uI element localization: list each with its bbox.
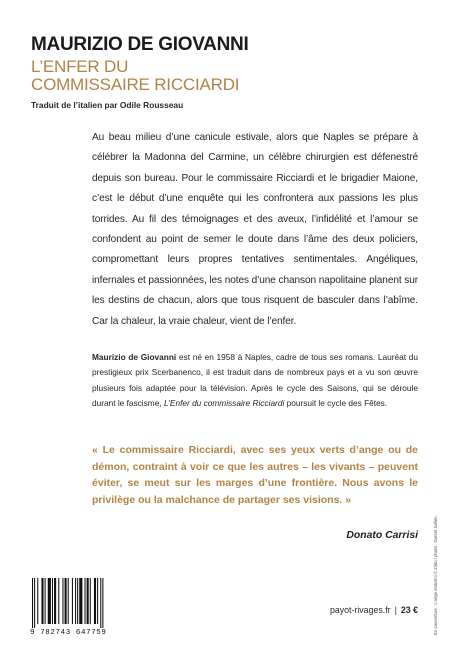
barcode-number: 9 782743 647759 — [30, 629, 107, 637]
barcode-bars — [30, 578, 128, 628]
cover-credit: En couverture : L’ange endormi © Zildo / photo : Dorset Jullien. — [433, 515, 438, 635]
publisher-url[interactable]: payot-rivages.fr — [329, 605, 391, 615]
barcode-icon — [30, 578, 128, 628]
translator-credit: Traduit de l’italien par Odile Rousseau — [31, 100, 184, 110]
bio-book-title: L’Enfer du commissaire Ricciardi — [163, 398, 285, 409]
bio-text-2: poursuit le cycle des Fêtes. — [284, 398, 388, 409]
author-name: MAURIZIO DE GIOVANNI — [31, 34, 249, 55]
synopsis-paragraph: Au beau milieu d’une canicule estivale, alors que Naples se prépare à célébrer la Madonna del Carmine, un célèbre chirurgien est défenestré depuis son bureau. Pour le commissaire Ricciardi et le brigadier Maione, c’est le début d’une enquête qui les confrontera aux passions les plus torrides. Au fil des témoignages et des aveux, l’infidélité et l’amour se confondent au point de semer le doute dans l’âme des deux policiers, compromettant leurs propres tentatives sentimentales. Angéliques, infernales et passionnées, les notes d’une chanson napolitaine planent sur les destins de chacun, alors que tous risquent de basculer dans l’abîme. Car la chaleur, la vraie chaleur, vient de l’enfer. — [92, 132, 418, 327]
publisher-footer — [330, 605, 418, 615]
bio-text-1: est né en 1958 à Naples, cadre de tous ses romans. Lauréat du prestigieux prix Scerbanenco, il est traduit dans de nombreux pays et a vu son œuvre plusieurs fois adaptée pour la télévision. Après le cycle des Saisons, qui se déroule durant le fascisme, — [92, 352, 418, 409]
book-title-line-1: L’ENFER DU — [31, 57, 129, 76]
bio-author-name: Maurizio de Giovanni — [92, 352, 177, 362]
book-title-line-2: COMMISSAIRE RICCIARDI — [31, 75, 240, 94]
book-title — [31, 58, 239, 94]
author-bio — [92, 350, 418, 412]
blurb-quote: « Le commissaire Ricciardi, avec ses yeux verts d’ange ou de démon, contraint à voir ce que les autres – les vivants – peuvent éviter, se meut sur les marges d’une frontière. Nous avons le privilège ou la malchance de partager ses visions. » — [92, 444, 418, 506]
quote-author: Donato Carrisi — [346, 530, 418, 541]
footer-separator: | — [394, 605, 397, 615]
price-label: 23 € — [400, 605, 418, 615]
